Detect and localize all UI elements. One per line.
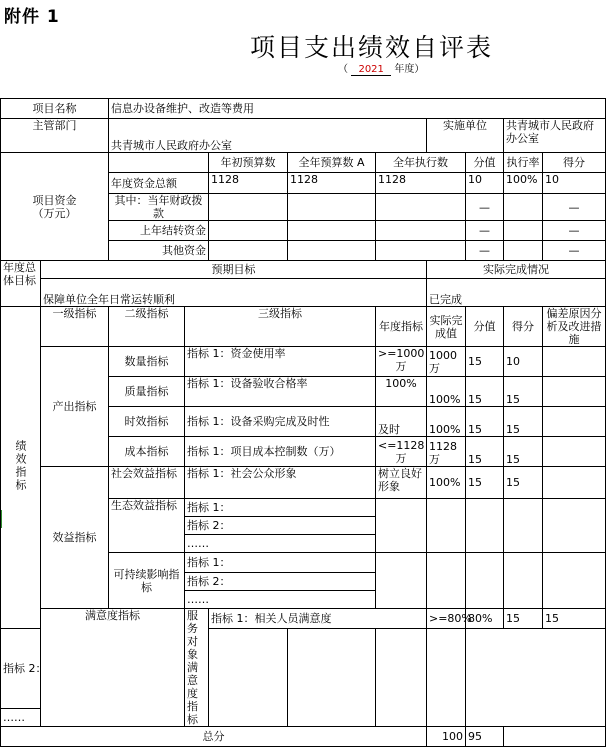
total-got: 95 [466, 727, 504, 747]
funds-cell: — [543, 221, 606, 241]
indicator-actual: 1128万 [427, 437, 466, 467]
indicator-l2: 社会效益指标 [109, 467, 185, 499]
funds-cell: 1128 [288, 173, 376, 194]
indicator-note [543, 377, 606, 407]
indicator-score: 15 [466, 437, 504, 467]
indicator-got: 10 [504, 347, 543, 377]
annual-goal-label: 年度总体目标 [1, 261, 41, 307]
funds-cell [504, 194, 543, 221]
funds-cell: 10 [466, 173, 504, 194]
indicator-l3: 指标 1： [185, 499, 376, 517]
indicator-score [466, 499, 504, 553]
funds-row-label: 上年结转资金 [109, 221, 209, 241]
performance-indicators-label: 绩效指标 [1, 307, 41, 629]
indicator-score: 15 [504, 609, 543, 629]
indicator-target: 100% [376, 377, 427, 407]
indicator-actual: 80% [466, 609, 504, 629]
output-indicators-label: 产出指标 [41, 347, 109, 467]
indicator-note [543, 437, 606, 467]
funds-row-label: 其中：当年财政拨款 [109, 194, 209, 221]
indicator-target [376, 553, 427, 609]
indicator-got [504, 553, 543, 609]
funds-cell [209, 194, 288, 221]
total-score: 100 [427, 727, 466, 747]
indicator-l3: 指标 2： [185, 517, 376, 535]
funds-cell: — [543, 194, 606, 221]
indicator-l2: 时效指标 [109, 407, 185, 437]
funds-cell: 10 [543, 173, 606, 194]
indicator-got: 15 [504, 407, 543, 437]
year-value: 2021 [351, 64, 391, 76]
indicator-got: 15 [504, 377, 543, 407]
indicator-l2: 可持续影响指标 [109, 553, 185, 609]
year-line [338, 60, 424, 76]
dept-value: 共青城市人民政府办公室 [109, 119, 427, 153]
indicator-l3: 指标 1：设备采购完成及时性 [185, 407, 376, 437]
indicator-l3: 指标 2： [1, 629, 185, 709]
funds-cell [504, 221, 543, 241]
indicator-l3: 指标 1：社会公众形象 [185, 467, 376, 499]
indicator-l3: …… [1, 709, 185, 727]
funds-cell [288, 241, 376, 261]
actual-result-label: 实际完成情况 [427, 261, 606, 279]
indicator-l3: …… [185, 591, 376, 609]
funds-label: 项目资金（万元） [1, 153, 109, 261]
indicator-got [427, 629, 466, 727]
indicator-note [543, 467, 606, 499]
indicator-score: 15 [466, 377, 504, 407]
funds-row-label: 其他资金 [109, 241, 209, 261]
indicator-score: 15 [466, 407, 504, 437]
indicator-actual [288, 629, 376, 727]
year-prefix: （ [338, 64, 348, 75]
indicator-note [543, 553, 606, 609]
self-evaluation-table [0, 98, 606, 747]
funds-cell: — [543, 241, 606, 261]
funds-header-initial: 年初预算数 [209, 153, 288, 173]
indicator-actual: 100% [427, 467, 466, 499]
satisfaction-indicators-label: 满意度指标 [41, 609, 185, 727]
funds-cell: — [466, 194, 504, 221]
expected-goal-value: 保障单位全年日常运转顺利 [41, 279, 427, 307]
indicator-target: 及时 [376, 407, 427, 437]
indicator-target [209, 629, 288, 727]
impl-unit-value: 共青城市人民政府办公室 [504, 119, 606, 153]
funds-cell: — [466, 241, 504, 261]
indicator-note [543, 499, 606, 553]
indicator-header-note: 偏差原因分析及改进措施 [543, 307, 606, 347]
funds-cell [376, 221, 466, 241]
indicator-note [543, 347, 606, 377]
indicator-got: 15 [504, 467, 543, 499]
dept-label: 主管部门 [1, 119, 109, 153]
funds-cell [376, 194, 466, 221]
funds-header-blank [109, 153, 209, 173]
year-suffix: 年度） [394, 64, 425, 75]
indicator-got: 15 [504, 437, 543, 467]
funds-header-rate: 执行率 [504, 153, 543, 173]
indicator-header-l1: 一级指标 [41, 307, 109, 347]
indicator-header-l3: 三级指标 [185, 307, 376, 347]
indicator-score [376, 629, 427, 727]
indicator-actual: 100% [427, 377, 466, 407]
page-title: 项目支出绩效自评表 [250, 33, 494, 62]
indicator-l2: 服务对象满意度指标 [185, 609, 209, 727]
actual-result-value: 已完成 [427, 279, 606, 307]
indicator-l3: …… [185, 535, 376, 553]
indicator-target: >=1000万 [376, 347, 427, 377]
funds-cell [288, 194, 376, 221]
indicator-header-target: 年度指标 [376, 307, 427, 347]
indicator-header-actual: 实际完成值 [427, 307, 466, 347]
indicator-l2: 质量指标 [109, 377, 185, 407]
indicator-got: 15 [543, 609, 606, 629]
total-label: 总分 [1, 727, 427, 747]
indicator-note [543, 407, 606, 437]
funds-cell [376, 241, 466, 261]
indicator-target: 树立良好形象 [376, 467, 427, 499]
funds-cell: — [466, 221, 504, 241]
indicator-got [504, 499, 543, 553]
funds-header-annual: 全年预算数 A [288, 153, 376, 173]
funds-row-label: 年度资金总额 [109, 173, 209, 194]
indicator-header-l2: 二级指标 [109, 307, 185, 347]
indicator-l3: 指标 1：相关人员满意度 [209, 609, 427, 629]
impl-unit-label: 实施单位 [427, 119, 504, 153]
indicator-actual [427, 499, 466, 553]
funds-header-score: 分值 [466, 153, 504, 173]
indicator-target [376, 499, 427, 553]
indicator-header-got: 得分 [504, 307, 543, 347]
funds-header-executed: 全年执行数 [376, 153, 466, 173]
total-blank [504, 727, 606, 747]
indicator-l3: 指标 1：项目成本控制数（万） [185, 437, 376, 467]
indicator-l2: 成本指标 [109, 437, 185, 467]
attachment-label: 附件 1 [4, 7, 60, 27]
funds-cell [209, 221, 288, 241]
indicator-header-score: 分值 [466, 307, 504, 347]
indicator-target: <=1128万 [376, 437, 427, 467]
project-name-label: 项目名称 [1, 99, 109, 119]
effect-indicators-label: 效益指标 [41, 467, 109, 609]
indicator-l3: 指标 1：资金使用率 [185, 347, 376, 377]
indicator-l2: 生态效益指标 [109, 499, 185, 553]
funds-cell: 100% [504, 173, 543, 194]
project-name-value: 信息办设备维护、改造等费用 [109, 99, 606, 119]
expected-goal-label: 预期目标 [41, 261, 427, 279]
indicator-l3: 指标 1： [185, 553, 376, 573]
funds-cell: 1128 [209, 173, 288, 194]
indicator-l3: 指标 2： [185, 573, 376, 591]
indicator-score: 15 [466, 467, 504, 499]
indicator-l2: 数量指标 [109, 347, 185, 377]
funds-cell [504, 241, 543, 261]
indicator-actual: 100% [427, 407, 466, 437]
funds-cell [209, 241, 288, 261]
indicator-score [466, 553, 504, 609]
indicator-actual [427, 553, 466, 609]
funds-cell [288, 221, 376, 241]
indicator-score: 15 [466, 347, 504, 377]
funds-cell: 1128 [376, 173, 466, 194]
indicator-actual: 1000万 [427, 347, 466, 377]
indicator-l3: 指标 1：设备验收合格率 [185, 377, 376, 407]
indicator-target: >=80% [427, 609, 466, 629]
funds-header-got: 得分 [543, 153, 606, 173]
